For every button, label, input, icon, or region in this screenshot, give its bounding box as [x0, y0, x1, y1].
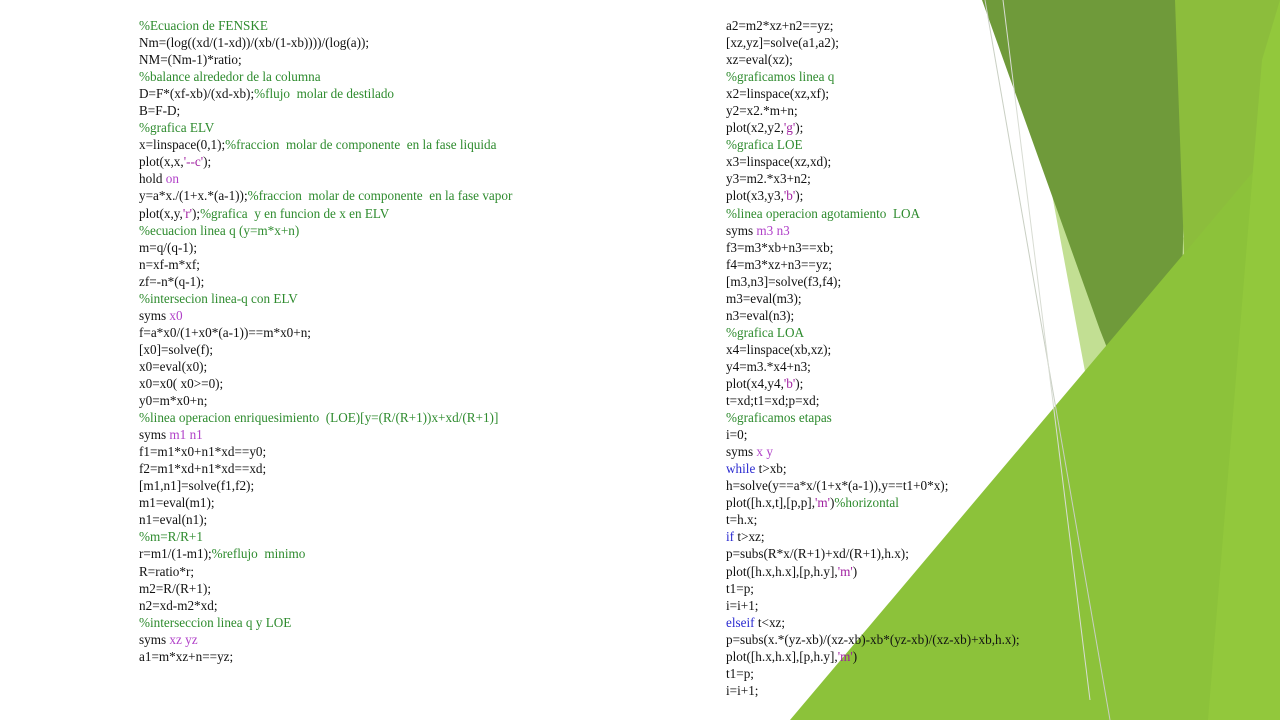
code-token-code: plot(x3,y3,: [726, 188, 784, 204]
code-token-code: x0=eval(x0);: [139, 358, 208, 374]
code-token-code: y0=m*x0+n;: [139, 393, 208, 409]
code-token-comment: %ecuacion linea q (y=m*x+n): [139, 222, 300, 238]
code-token-comment: %grafica LOE: [726, 137, 803, 153]
code-token-comment: %flujo molar de destilado: [254, 86, 395, 102]
code-line: [139, 545, 699, 562]
code-line: [139, 51, 699, 68]
code-line: [139, 119, 699, 136]
code-line: [726, 648, 1106, 665]
code-token-code: m2=R/(R+1);: [139, 580, 212, 596]
code-line: [139, 102, 699, 119]
code-token-code: syms: [726, 444, 757, 460]
code-token-code: t1=p;: [726, 580, 754, 596]
code-token-code: x4=linspace(xb,xz);: [726, 341, 832, 357]
code-token-code: y4=m3.*x4+n3;: [726, 358, 811, 374]
code-token-code: plot(x4,y4,: [726, 375, 784, 391]
code-token-code: [m3,n3]=solve(f3,f4);: [726, 273, 842, 289]
code-line: [139, 239, 699, 256]
code-token-code: n2=xd-m2*xd;: [139, 597, 218, 613]
code-token-comment: %grafica y en funcion de x en ELV: [200, 205, 390, 221]
code-line: [726, 290, 1106, 307]
code-token-code: [x0]=solve(f);: [139, 341, 214, 357]
code-token-code: x3=linspace(xz,xd);: [726, 154, 832, 170]
code-token-comment: %interseccion linea q y LOE: [139, 614, 292, 630]
code-token-code: m3=eval(m3);: [726, 290, 802, 306]
code-token-string: 'b': [783, 188, 796, 204]
code-token-code: zf=-n*(q-1);: [139, 273, 205, 289]
code-line: [139, 392, 699, 409]
matlab-code-left-column: [139, 17, 699, 665]
code-token-code: m1=eval(m1);: [139, 495, 215, 511]
code-line: [726, 682, 1106, 699]
code-line: [726, 511, 1106, 528]
code-line: [726, 170, 1106, 187]
code-line: [726, 153, 1106, 170]
code-line: [726, 528, 1106, 545]
code-token-code: a2=m2*xz+n2==yz;: [726, 18, 834, 33]
code-token-code: plot([h.x,h.x],[p,h.y],: [726, 648, 838, 664]
code-line: [139, 409, 699, 426]
code-line: [139, 170, 699, 187]
code-line: [139, 631, 699, 648]
code-token-keyword: on: [165, 171, 179, 187]
code-line: [726, 426, 1106, 443]
code-line: [726, 102, 1106, 119]
code-token-code: t=h.x;: [726, 512, 758, 528]
code-line: [139, 290, 699, 307]
code-token-string: 'g': [783, 120, 796, 136]
code-token-comment: %horizontal: [834, 495, 899, 511]
code-line: [726, 256, 1106, 273]
code-token-code: );: [795, 375, 804, 391]
code-token-comment: %fraccion molar de componente en la fase vapor: [247, 188, 513, 204]
code-line: [139, 205, 699, 222]
code-token-comment: %grafica ELV: [139, 120, 215, 136]
code-token-comment: %balance alrededor de la columna: [139, 69, 321, 85]
code-line: [726, 409, 1106, 426]
code-token-code: m=q/(q-1);: [139, 239, 197, 255]
code-token-comment: %m=R/R+1: [139, 529, 203, 545]
code-token-code: ): [852, 648, 858, 664]
code-line: [726, 187, 1106, 204]
code-token-code: a1=m*xz+n==yz;: [139, 648, 234, 664]
code-token-comment: %graficamos linea q: [726, 69, 835, 85]
code-line: [139, 153, 699, 170]
code-line: [139, 614, 699, 631]
code-token-code: x=linspace(0,1);: [139, 137, 226, 153]
code-token-code: syms: [139, 307, 170, 323]
code-token-code: plot(x,y,: [139, 205, 183, 221]
code-token-code: plot(x,x,: [139, 154, 184, 170]
code-line: [726, 205, 1106, 222]
code-token-comment: %linea operacion agotamiento LOA: [726, 205, 921, 221]
code-token-code: );: [203, 154, 212, 170]
code-line: [726, 222, 1106, 239]
code-line: [726, 580, 1106, 597]
code-line: [726, 631, 1106, 648]
code-line: [726, 307, 1106, 324]
code-line: [726, 273, 1106, 290]
code-line: [726, 563, 1106, 580]
code-token-code: );: [795, 120, 804, 136]
code-line: [726, 85, 1106, 102]
code-line: [726, 375, 1106, 392]
code-token-control: if: [726, 529, 738, 545]
code-line: [726, 34, 1106, 51]
code-token-code: t1=p;: [726, 665, 754, 681]
code-token-code: t>xz;: [737, 529, 765, 545]
code-token-code: B=F-D;: [139, 103, 181, 119]
code-token-keyword: xz yz: [169, 631, 198, 647]
code-token-code: plot([h.x,t],[p,p],: [726, 495, 815, 511]
code-line: [726, 392, 1106, 409]
code-token-code: t>xb;: [758, 461, 787, 477]
code-token-comment: %linea operacion enriquesimiento (LOE)[y=(R/(R+1))x+xd/(R+1)]: [139, 410, 499, 426]
code-line: [726, 136, 1106, 153]
code-token-code: ): [852, 563, 858, 579]
code-token-code: ): [830, 495, 835, 511]
code-token-code: i=i+1;: [726, 597, 759, 613]
code-line: [726, 665, 1106, 682]
code-token-code: t<xz;: [757, 614, 786, 630]
code-token-control: elseif: [726, 614, 758, 630]
code-token-comment: %intersecion linea-q con ELV: [139, 290, 298, 306]
code-token-code: );: [192, 205, 201, 221]
code-token-code: );: [795, 188, 804, 204]
code-line: [726, 239, 1106, 256]
code-line: [726, 119, 1106, 136]
code-token-code: hold: [139, 171, 166, 187]
code-line: [139, 324, 699, 341]
code-token-keyword: m3 n3: [756, 222, 790, 238]
code-token-comment: %fraccion molar de componente en la fase liquida: [225, 137, 497, 153]
code-token-code: h=solve(y==a*x/(1+x*(a-1)),y==t1+0*x);: [726, 478, 949, 494]
code-line: [139, 528, 699, 545]
code-line: [726, 324, 1106, 341]
code-token-code: y=a*x./(1+x.*(a-1));: [139, 188, 248, 204]
code-token-code: f1=m1*x0+n1*xd==y0;: [139, 444, 267, 460]
code-token-code: t=xd;t1=xd;p=xd;: [726, 393, 820, 409]
code-line: [726, 597, 1106, 614]
code-line: [139, 222, 699, 239]
code-token-code: plot([h.x,h.x],[p,h.y],: [726, 563, 838, 579]
code-line: [139, 477, 699, 494]
code-line: [139, 426, 699, 443]
code-token-code: [xz,yz]=solve(a1,a2);: [726, 35, 839, 51]
code-line: [726, 341, 1106, 358]
code-token-code: [m1,n1]=solve(f1,f2);: [139, 478, 255, 494]
code-line: [726, 17, 1106, 34]
code-line: [139, 443, 699, 460]
code-token-code: D=F*(xf-xb)/(xd-xb);: [139, 86, 255, 102]
code-line: [139, 375, 699, 392]
code-token-code: y3=m2.*x3+n2;: [726, 171, 811, 187]
code-line: [139, 648, 699, 665]
code-line: [139, 256, 699, 273]
code-token-code: r=m1/(1-m1);: [139, 546, 212, 562]
code-token-control: while: [726, 461, 759, 477]
code-token-string: 'b': [783, 375, 796, 391]
code-token-comment: %Ecuacion de FENSKE: [139, 18, 268, 33]
code-token-code: i=0;: [726, 427, 748, 443]
code-token-code: y2=x2.*m+n;: [726, 103, 798, 119]
code-line: [139, 187, 699, 204]
code-line: [726, 68, 1106, 85]
code-line: [139, 68, 699, 85]
code-token-code: x0=x0( x0>=0);: [139, 375, 224, 391]
code-token-string: 'm': [837, 563, 853, 579]
code-token-code: f4=m3*xz+n3==yz;: [726, 256, 832, 272]
code-line: [139, 460, 699, 477]
code-token-comment: %graficamos etapas: [726, 410, 832, 426]
code-token-code: n3=eval(n3);: [726, 307, 795, 323]
code-line: [139, 341, 699, 358]
code-token-code: i=i+1;: [726, 682, 759, 698]
code-line: [726, 358, 1106, 375]
matlab-code-right-column: [726, 17, 1106, 699]
code-token-string: 'r': [182, 205, 192, 221]
code-token-string: 'm': [815, 495, 831, 511]
code-line: [139, 494, 699, 511]
code-token-code: syms: [726, 222, 757, 238]
code-token-code: xz=eval(xz);: [726, 52, 793, 68]
code-token-code: n=xf-m*xf;: [139, 256, 200, 272]
code-line: [139, 511, 699, 528]
code-line: [139, 273, 699, 290]
code-line: [726, 51, 1106, 68]
code-token-code: plot(x2,y2,: [726, 120, 784, 136]
code-token-code: f3=m3*xb+n3==xb;: [726, 239, 834, 255]
code-line: [139, 17, 699, 34]
code-line: [726, 614, 1106, 631]
code-line: [139, 136, 699, 153]
code-line: [726, 443, 1106, 460]
code-token-code: syms: [139, 427, 170, 443]
code-line: [139, 358, 699, 375]
code-line: [139, 563, 699, 580]
code-line: [139, 85, 699, 102]
code-token-code: p=subs(R*x/(R+1)+xd/(R+1),h.x);: [726, 546, 909, 562]
code-token-code: NM=(Nm-1)*ratio;: [139, 52, 242, 68]
code-line: [139, 307, 699, 324]
code-token-code: syms: [139, 631, 170, 647]
code-line: [726, 494, 1106, 511]
code-token-comment: %reflujo minimo: [211, 546, 306, 562]
code-token-keyword: m1 n1: [169, 427, 203, 443]
code-line: [139, 597, 699, 614]
code-line: [139, 580, 699, 597]
code-line: [726, 477, 1106, 494]
code-token-code: R=ratio*r;: [139, 563, 195, 579]
code-token-code: n1=eval(n1);: [139, 512, 208, 528]
code-line: [726, 545, 1106, 562]
code-line: [139, 34, 699, 51]
code-line: [726, 460, 1106, 477]
code-token-string: '--c': [183, 154, 204, 170]
code-token-comment: %grafica LOA: [726, 324, 804, 340]
code-token-keyword: x0: [169, 307, 183, 323]
code-token-string: 'm': [837, 648, 853, 664]
code-token-code: p=subs(x.*(yz-xb)/(xz-xb)-xb*(yz-xb)/(xz-xb)+xb,h.x);: [726, 631, 1020, 647]
code-token-code: Nm=(log((xd/(1-xd))/(xb/(1-xb))))/(log(a));: [139, 35, 370, 51]
code-token-code: f=a*x0/(1+x0*(a-1))==m*x0+n;: [139, 324, 311, 340]
code-token-keyword: x y: [756, 444, 773, 460]
code-token-code: f2=m1*xd+n1*xd==xd;: [139, 461, 267, 477]
code-token-code: x2=linspace(xz,xf);: [726, 86, 830, 102]
